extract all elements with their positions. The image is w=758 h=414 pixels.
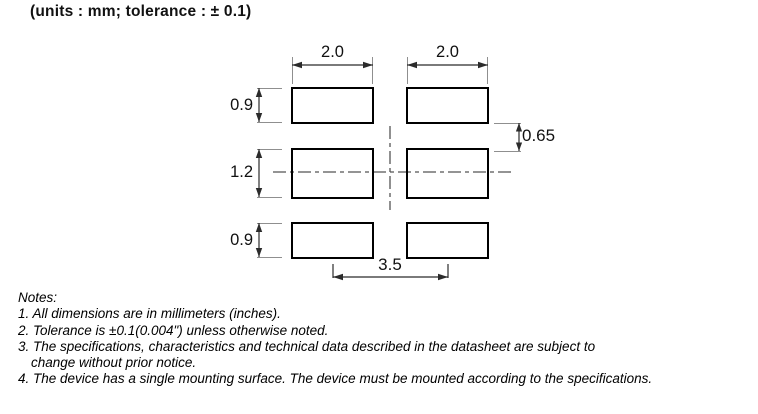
dim-pad-height-middle-label: 1.2 <box>230 163 253 181</box>
note-3-continued: change without prior notice. <box>31 355 197 371</box>
note-4: 4. The device has a single mounting surface. The device must be mounted according to the specifications. <box>18 371 653 387</box>
pad-middle-left <box>292 149 373 198</box>
note-3: 3. The specifications, characteristics and technical data described in the datasheet are subject to <box>18 338 596 354</box>
units-tolerance-note: (units : mm; tolerance : ± 0.1) <box>30 3 252 20</box>
notes-section <box>18 290 748 388</box>
dim-pad-width-right-label: 2.0 <box>436 43 459 61</box>
pad-bottom-right <box>407 223 488 258</box>
dim-pad-width-left-label: 2.0 <box>321 43 344 61</box>
dimension-arrowheads <box>256 62 522 280</box>
note-1: 1. All dimensions are in millimeters (inches). <box>18 306 281 322</box>
dim-row-gap-label: 0.65 <box>522 126 556 145</box>
dim-pad-height-top-label: 0.9 <box>230 96 253 114</box>
pad-top-left <box>292 88 373 123</box>
pad-middle-right <box>407 149 488 198</box>
note-2: 2. Tolerance is ±0.1(0.004") unless otherwise noted. <box>18 322 329 338</box>
pads <box>292 88 488 258</box>
notes-title: Notes: <box>18 290 58 305</box>
pad-top-right <box>407 88 488 123</box>
pad-bottom-left <box>292 223 373 258</box>
dim-pad-height-bottom-label: 0.9 <box>230 231 253 249</box>
dim-horizontal-pitch-label: 3.5 <box>378 255 402 274</box>
